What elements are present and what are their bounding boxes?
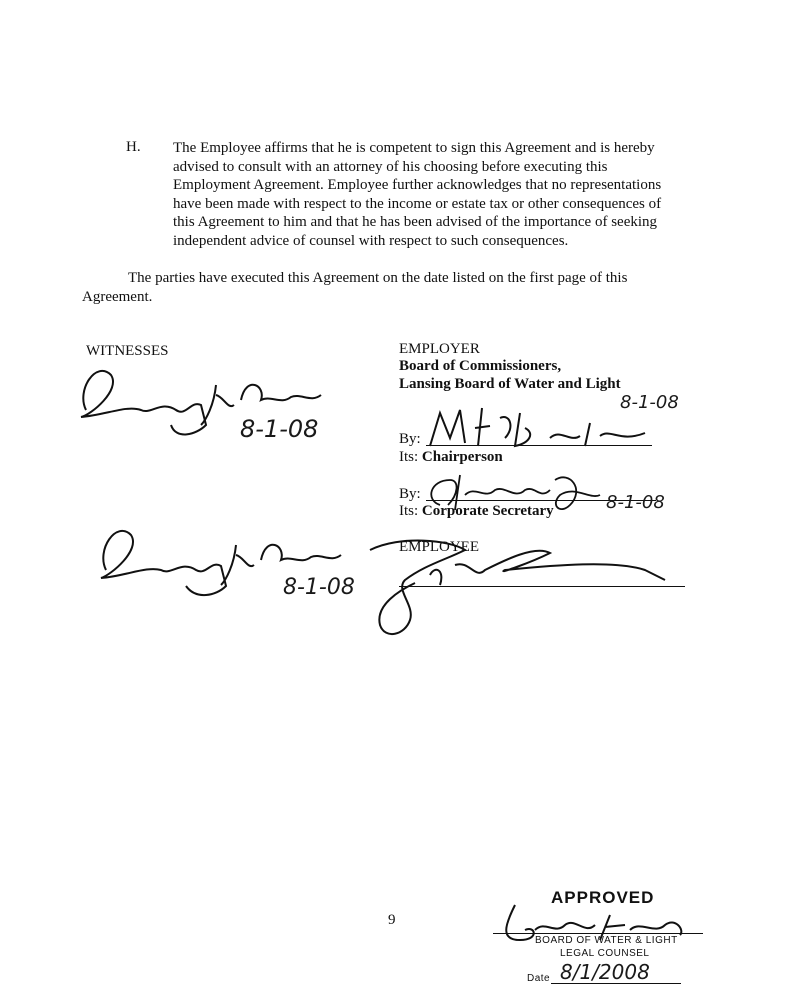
stamp-date-label: Date	[527, 973, 551, 984]
employer-name-line1: Board of Commissioners,	[399, 358, 562, 374]
employer-title-chairperson: Chairperson	[421, 449, 503, 465]
employee-signature	[355, 535, 685, 645]
employee-line	[399, 586, 685, 587]
page-number: 9	[388, 912, 396, 928]
stamp-line-2: LEGAL COUNSEL	[560, 948, 650, 959]
by-label-2: By:	[399, 486, 421, 502]
its-label-text-1: Its:	[399, 449, 419, 465]
employer-title-secretary: Corporate Secretary	[421, 503, 554, 519]
closing-paragraph: The parties have executed this Agreement on the date listed on the first page of this Agreement.	[82, 270, 628, 305]
witness-date-1: 8-1-08	[240, 415, 319, 443]
its-label-text-2: Its:	[399, 503, 419, 519]
employer-heading: EMPLOYER	[399, 341, 480, 357]
employer-name-line2: Lansing Board of Water and Light	[399, 376, 621, 392]
witness-date-2: 8-1-08	[283, 575, 355, 600]
section-h-letter: H.	[126, 139, 141, 155]
stamp-line-1: BOARD OF WATER & LIGHT	[535, 935, 678, 946]
employer-date-1: 8-1-08	[620, 392, 679, 413]
employee-heading: EMPLOYEE	[399, 539, 479, 555]
section-h-paragraph: The Employee affirms that he is competent to sign this Agreement and is hereby advised to consult with an attorney of his choosing before executing this Employment Agreement. Employee further acknowledges that no representations have been made with respect to the income or estate tax or other consequences of this Agreement to him and that he has been advised of the importance of seeking independent advice of counsel with respect to such consequences.	[173, 140, 662, 249]
stamp-date-value: 8/1/2008	[560, 960, 650, 984]
stamp-date-line	[551, 983, 681, 984]
by-label-1: By:	[399, 431, 421, 447]
witnesses-heading: WITNESSES	[86, 343, 169, 359]
by-line-1	[426, 445, 652, 446]
approved-stamp-title: APPROVED	[551, 888, 655, 907]
employer-date-2: 8-1-08	[606, 492, 665, 513]
stamp-signature-line	[493, 933, 703, 934]
its-label-2	[399, 503, 554, 520]
